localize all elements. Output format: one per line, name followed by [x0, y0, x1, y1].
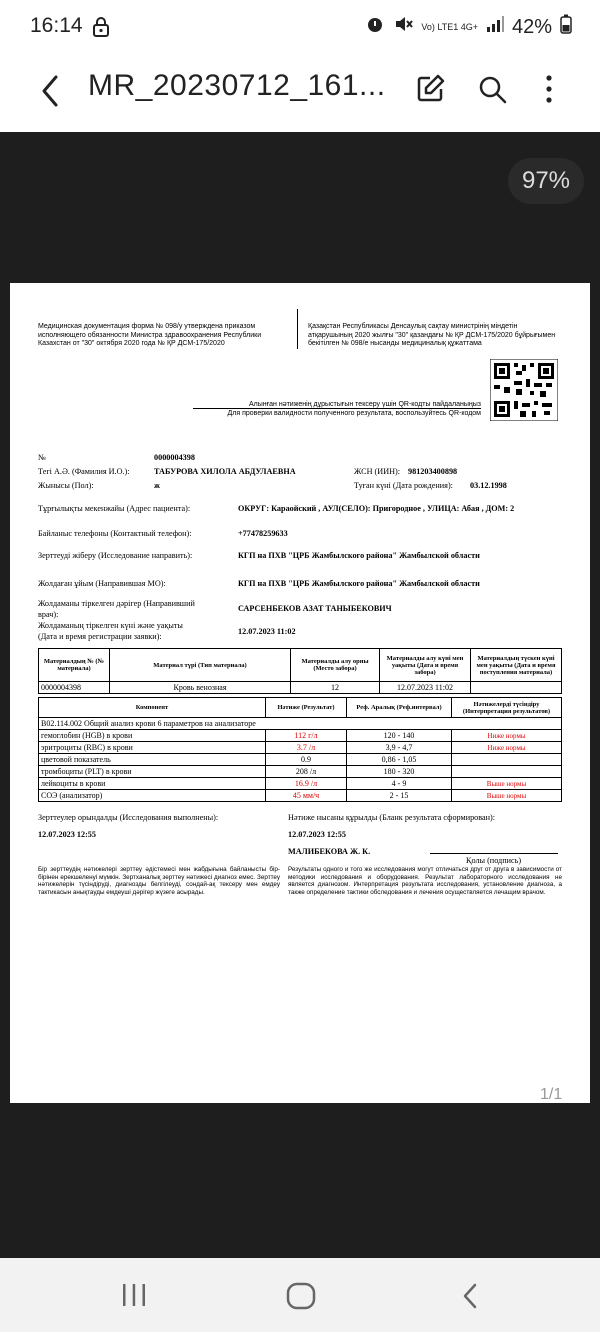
done-label: Зерттеулер орындалды (Исследования выполнены): — [38, 813, 219, 822]
result-value: 112 г/л — [266, 730, 347, 742]
regdate-label-1: Жолдаманың тіркелген күні және уақыты — [38, 621, 183, 630]
navigation-bar — [0, 1258, 600, 1332]
more-options-icon[interactable] — [533, 73, 565, 105]
table-row — [39, 778, 562, 790]
material-cell: 12 — [291, 682, 380, 694]
result-value: 45 мм/ч — [266, 790, 347, 802]
material-cell: 12.07.2023 11:02 — [380, 682, 471, 694]
qr-underline — [193, 408, 481, 409]
formed-label: Нәтиже нысаны құрылды (Бланк результата сформирован): — [288, 813, 496, 822]
network-indicator: Vo) LTE1 4G+ — [421, 21, 478, 32]
iin-value: 981203400898 — [408, 467, 458, 476]
signal-icon — [486, 15, 504, 39]
result-interp: Ниже нормы — [452, 730, 562, 742]
patient-name-label: Тегі А.Ә. (Фамилия И.О.): — [38, 467, 130, 476]
phone-label: Байланыс телефоны (Контактный телефон): — [38, 529, 192, 538]
table-row — [39, 742, 562, 754]
patient-name-value: ТАБУРОВА ХИЛОЛА АБДУЛАЕВНА — [154, 467, 296, 476]
status-bar — [0, 0, 600, 55]
doctor-label-1: Жолдаманы тіркелген дәрігер (Направивший — [38, 599, 195, 608]
page-count: 1/1 — [540, 1086, 563, 1103]
results-header: Реф. Аралық (Реф.интервал) — [347, 698, 452, 718]
result-ref: 4 - 9 — [347, 778, 452, 790]
sent-to-label: Зерттеуді жіберу (Исследование направить): — [38, 551, 193, 560]
referring-mo-value: КГП на ПХВ "ЦРБ Жамбылского района" Жамбылской области — [238, 579, 480, 588]
result-ref: 0,86 - 1,05 — [347, 754, 452, 766]
document-page — [10, 283, 590, 1103]
phone-value: +77478259633 — [238, 529, 288, 538]
qr-caption — [195, 400, 481, 418]
signature-label: Қолы (подпись) — [466, 856, 522, 865]
battery-icon — [560, 14, 572, 40]
result-name: СОЭ (анализатор) — [39, 790, 266, 802]
doctor-label-2: врач): — [38, 610, 59, 619]
doctor-value: САРСЕНБЕКОВ АЗАТ ТАНЫБЕКОВИЧ — [238, 604, 392, 613]
alarm-icon — [365, 14, 385, 40]
material-header: Материалды алу орны (Место забора) — [291, 649, 380, 682]
result-name: гемоглобин (HGB) в крови — [39, 730, 266, 742]
qr-caption-ru: Для проверки валидности полученного результата, воспользуйтесь QR-кодом — [227, 410, 481, 417]
qr-caption-kz: Алынған нәтиженің дұрыстығын тексеру үшін QR-кодты пайдаланыңыз — [248, 401, 481, 408]
home-icon[interactable] — [286, 1282, 316, 1315]
recent-apps-icon[interactable] — [120, 1282, 148, 1313]
lock-icon — [93, 17, 109, 42]
qr-code-icon — [490, 359, 558, 421]
note-ru: Результаты одного и того же исследования могут отличаться друг от друга в зависимости от методики исследования и оборудования. Результат лабораторного исследования не является диагнозом. Интерпретация результата исследования, установление диагноза, а также определение тактики обследования и лечения осуществляется лечащим врачом. — [288, 866, 562, 896]
table-row — [39, 766, 562, 778]
result-ref: 180 - 320 — [347, 766, 452, 778]
result-name: эритроциты (RBC) в крови — [39, 742, 266, 754]
table-row — [39, 754, 562, 766]
header-kz: Қазақстан Республикасы Денсаулық сақтау министрінің міндетін атқарушының 2020 жылғы "30" қазандағы № ҚР ДСМ-175/2020 бұйрығымен бекітілген № 098/е нысанды медициналық құжаттама — [308, 323, 556, 347]
result-name: тромбоциты (PLT) в крови — [39, 766, 266, 778]
regdate-value: 12.07.2023 11:02 — [238, 627, 296, 636]
panel-name: B02.114.002 Общий анализ крови 6 параметров на анализаторе — [39, 718, 562, 730]
result-value: 3.7 /л — [266, 742, 347, 754]
back-button[interactable] — [34, 71, 70, 111]
result-ref: 2 - 15 — [347, 790, 452, 802]
address-label: Тұрғылықты мекенжайы (Адрес пациента): — [38, 504, 191, 513]
result-ref: 120 - 140 — [347, 730, 452, 742]
material-table — [38, 648, 562, 694]
battery-percent: 42% — [511, 15, 552, 38]
result-interp — [452, 766, 562, 778]
back-nav-icon[interactable] — [458, 1282, 482, 1315]
dob-value: 03.12.1998 — [470, 481, 507, 490]
result-value: 16.9 /л — [266, 778, 347, 790]
results-header: Нәтижелерді түсіндіру (Интерпретация результатов) — [452, 698, 562, 718]
address-value: ОКРУГ: Караойский , АУЛ(СЕЛО): Пригородное , УЛИЦА: Абая , ДОМ: 2 — [238, 504, 515, 513]
edit-icon[interactable] — [414, 73, 446, 105]
results-table — [38, 697, 562, 802]
result-interp: Выше нормы — [452, 778, 562, 790]
header-divider — [297, 309, 298, 349]
iin-label: ЖСН (ИИН): — [354, 467, 401, 476]
signer-name: МАЛИБЕКОВА Ж. К. — [288, 847, 371, 856]
sex-value: ж — [154, 481, 160, 490]
result-name: цветовой показатель — [39, 754, 266, 766]
table-row — [39, 790, 562, 802]
sent-to-value: КГП на ПХВ "ЦРБ Жамбылского района" Жамбылской области — [238, 551, 480, 560]
result-interp — [452, 754, 562, 766]
app-bar — [0, 55, 600, 132]
table-row — [39, 730, 562, 742]
note-kz: Бір зерттеудің нәтижелері зерттеу әдістемесі мен жабдығына байланысты бір-бірінен ерекшеленуі мүмкін. Зертханалық зерттеу нәтижесі диагноз емес. Зерттеу нәтижелерін түсіндіруді, диагнозды белгілеуді, сондай-ақ тексеру мен емдеу тактикасын анықтауды емдеуші дәрігер жүзеге асырады. — [38, 866, 280, 896]
document-title: MR_20230712_161... — [88, 69, 386, 102]
results-header: Компонент — [39, 698, 266, 718]
results-header: Нәтиже (Результат) — [266, 698, 347, 718]
material-cell — [471, 682, 562, 694]
material-cell: 0000004398 — [39, 682, 110, 694]
zoom-indicator: 97% — [508, 158, 584, 204]
result-name: лейкоциты в крови — [39, 778, 266, 790]
result-value: 0.9 — [266, 754, 347, 766]
sex-label: Жынысы (Пол): — [38, 481, 94, 490]
status-time: 16:14 — [30, 14, 83, 37]
record-no-label: № — [38, 453, 46, 462]
material-cell: Кровь венозная — [110, 682, 291, 694]
material-header: Материал түрі (Тип материала) — [110, 649, 291, 682]
mute-icon — [393, 14, 413, 40]
record-no-value: 0000004398 — [154, 453, 195, 462]
dob-label: Туған күні (Дата рождения): — [354, 481, 453, 490]
done-value: 12.07.2023 12:55 — [38, 830, 96, 839]
result-ref: 3,9 - 4,7 — [347, 742, 452, 754]
material-header: Материалдың № (№ материала) — [39, 649, 110, 682]
formed-value: 12.07.2023 12:55 — [288, 830, 346, 839]
result-interp: Выше нормы — [452, 790, 562, 802]
result-interp: Ниже нормы — [452, 742, 562, 754]
referring-mo-label: Жолдаған ұйым (Направившая МО): — [38, 579, 166, 588]
search-icon[interactable] — [476, 73, 508, 105]
header-ru: Медицинская документация форма № 098/у утверждена приказом исполняющего обязанности Министра здравоохранения Республики Казахстан от "30" октября 2020 года № ҚР ДСМ-175/2020 — [38, 323, 262, 347]
signature-line — [430, 853, 558, 854]
result-value: 208 /л — [266, 766, 347, 778]
material-header: Материалды алу күні мен уақыты (Дата и время забора) — [380, 649, 471, 682]
regdate-label-2: (Дата и время регистрации заявки): — [38, 632, 162, 641]
material-header: Материалдың түскен күні мен уақыты (Дата и время поступления материала) — [471, 649, 562, 682]
